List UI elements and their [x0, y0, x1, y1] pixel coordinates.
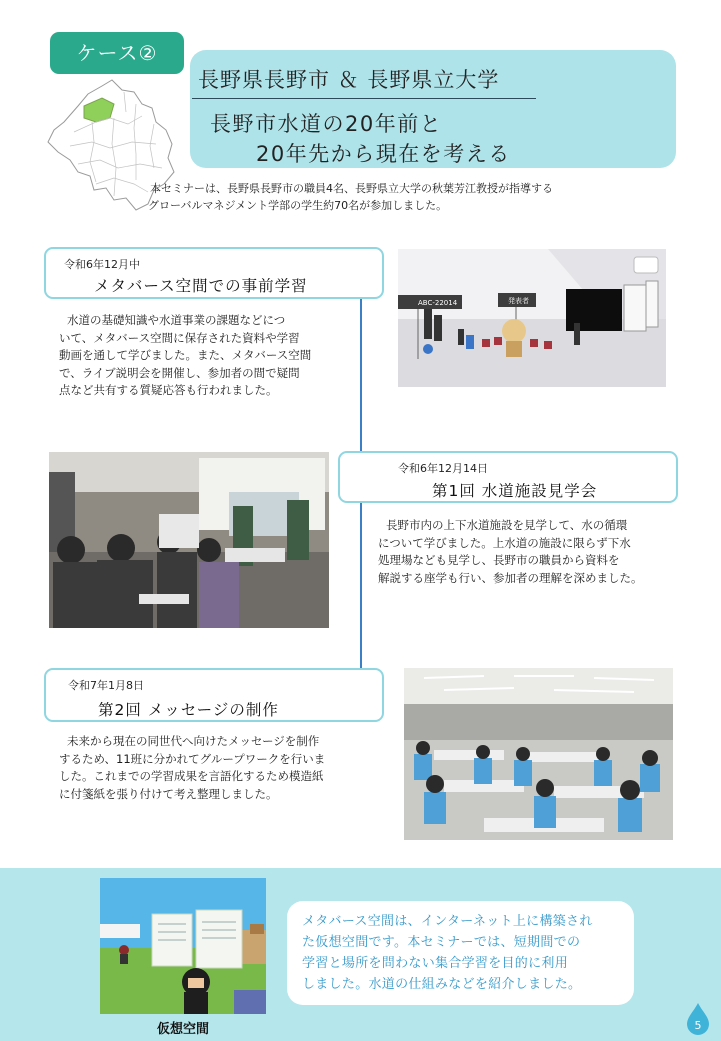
- page-title-organizations: 長野県長野市 ＆ 長野県立大学: [198, 68, 500, 92]
- step1-label-box: [44, 247, 384, 299]
- footer-line: メタバース空間は、インターネット上に構築され: [302, 914, 593, 929]
- step3-body-line: 未来から現在の同世代へ向けたメッセージを制作: [67, 734, 320, 748]
- step1-body-line: 動画を通して学びました。また、メタバース空間: [59, 348, 312, 362]
- step2-body-line: 解説する座学も行い、参加者の理解を深めました。: [378, 570, 643, 585]
- step2-date-text: 令和6年12月14日: [398, 462, 488, 475]
- step2-body: [378, 517, 678, 587]
- step2-body-line: について学びました。上水道の施設に限らず下水: [378, 535, 631, 550]
- intro-line: グローバルマネジメント学部の学生約70名が参加しました。: [148, 199, 448, 212]
- facility-tour-photo: [49, 452, 329, 628]
- metaverse-sign-1: ABC-22014: [418, 299, 458, 307]
- step1-body-line: 点など共有する質疑応答も行われました。: [59, 383, 278, 397]
- case-badge: ケース②: [50, 32, 184, 74]
- page-title-line1: 長野市水道の20年前と: [210, 112, 443, 136]
- page-number-drop: [686, 1002, 710, 1036]
- footer-line: 学習と場所を問わない集合学習を目的に利用: [302, 956, 569, 971]
- intro-text: [150, 180, 670, 214]
- page-number: 5: [694, 1019, 702, 1032]
- virtual-space-caption: 仮想空間: [156, 1022, 209, 1037]
- step3-title: 第2回 メッセージの制作: [98, 701, 279, 719]
- step1-body-line: いて、メタバース空間に保存された資料や学習: [59, 330, 300, 345]
- step3-body-line: に付箋紙を張り付けて考え整理しました。: [59, 786, 278, 801]
- intro-line: 本セミナーは、長野県長野市の職員4名、長野県立大学の秋葉芳江教授が指導する: [150, 182, 553, 195]
- step3-date-text: 令和7年1月8日: [68, 679, 144, 692]
- footer-line: しました。水道の仕組みなどを紹介しました。: [302, 977, 582, 992]
- title-divider: [192, 98, 536, 99]
- step1-body-line: で、ライブ説明会を開催し、参加者の間で疑問: [59, 365, 300, 380]
- step3-body: [59, 733, 359, 803]
- step2-title: 第1回 水道施設見学会: [432, 482, 598, 500]
- group-work-photo: [404, 668, 673, 840]
- step1-date-text: 令和6年12月中: [64, 258, 140, 271]
- step2-body-line: 処理場なども見学し、長野市の職員から資料を: [378, 553, 620, 567]
- virtual-space-photo: [100, 878, 266, 1014]
- page-title-line2: 20年先から現在を考える: [256, 142, 511, 166]
- step1-body-line: 水道の基礎知識や水道事業の課題などにつ: [67, 313, 286, 327]
- step1-body: [59, 312, 359, 400]
- footer-line: た仮想空間です。本セミナーでは、短期間での: [302, 935, 581, 950]
- step2-body-line: 長野市内の上下水道施設を見学して、水の循環: [386, 518, 628, 532]
- metaverse-sign-2: 発表者: [508, 297, 529, 305]
- step1-title: メタバース空間での事前学習: [94, 277, 308, 295]
- metaverse-explanation: [302, 911, 630, 995]
- metaverse-lecture-photo: [398, 249, 666, 387]
- step3-body-line: するため、11班に分かれてグループワークを行いま: [59, 751, 326, 766]
- step2-label-box: [338, 451, 678, 503]
- step3-body-line: した。これまでの学習成果を言語化するため模造紙: [59, 769, 324, 783]
